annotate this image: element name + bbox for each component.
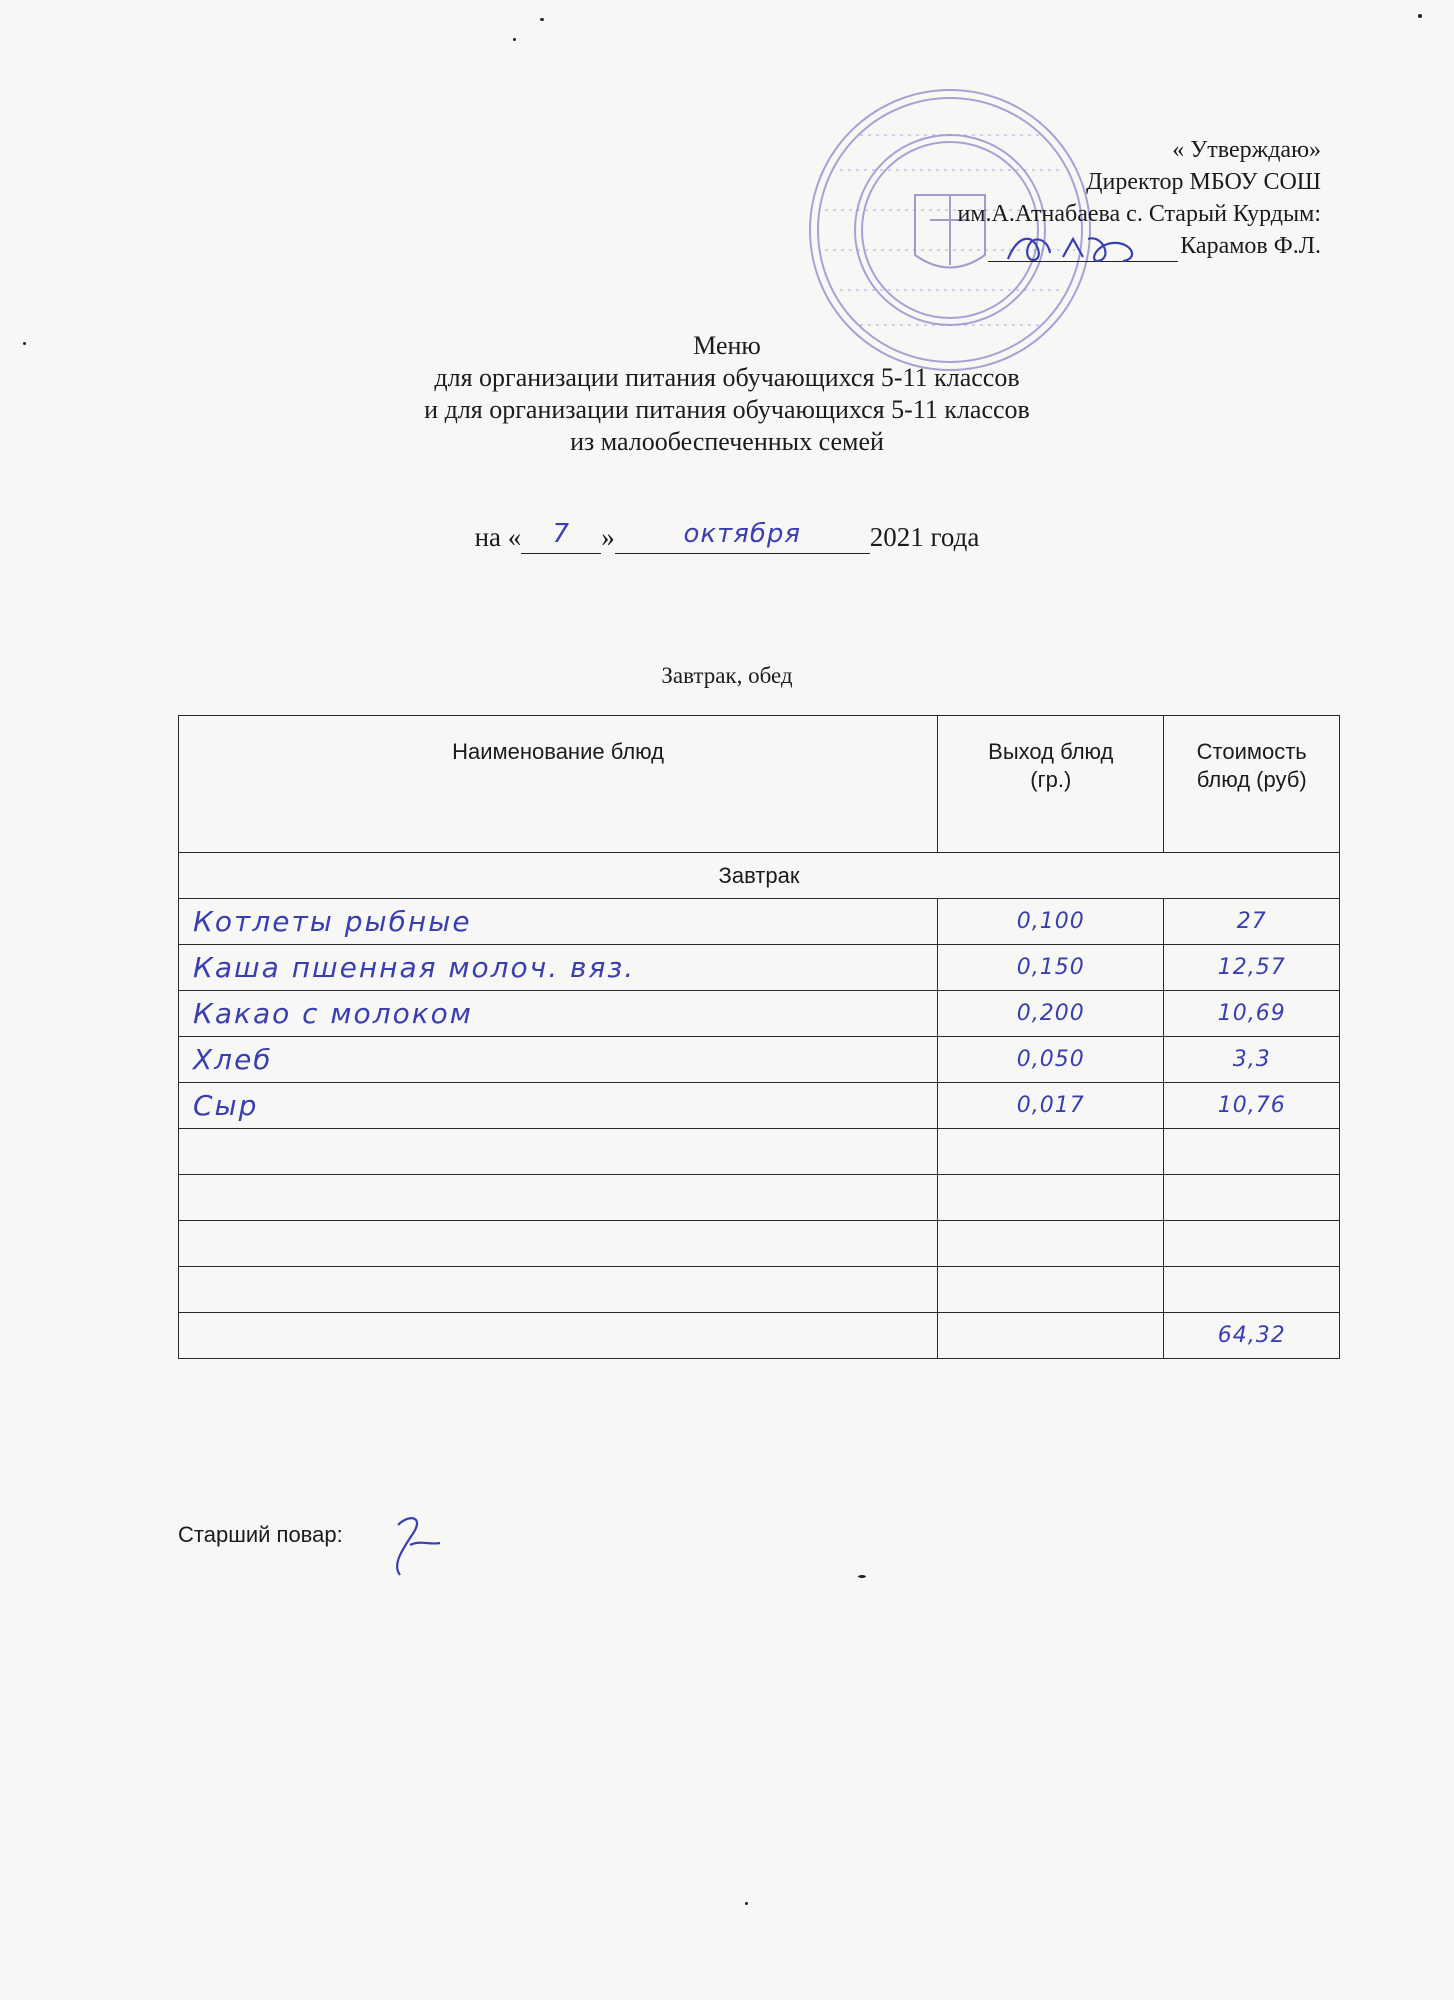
dish-output: 0,050 xyxy=(938,1037,1164,1083)
title-menu: Меню xyxy=(693,331,761,360)
document-title xyxy=(0,330,1454,458)
dish-cost xyxy=(1164,1267,1340,1313)
table-subheader-row xyxy=(179,853,1340,899)
dish-output xyxy=(938,1175,1164,1221)
header-output xyxy=(938,716,1164,853)
table-row xyxy=(179,1037,1340,1083)
scan-speck xyxy=(540,18,544,21)
dish-name: Какао с молоком xyxy=(179,991,938,1037)
scan-speck xyxy=(745,1902,748,1905)
title-line-3: и для организации питания обучающихся 5-11 классов xyxy=(424,395,1030,424)
date-middle: » xyxy=(601,522,615,552)
dish-output xyxy=(938,1221,1164,1267)
header-dish-name: Наименование блюд xyxy=(179,716,938,853)
cook-signature xyxy=(380,1505,450,1585)
table-row xyxy=(179,1083,1340,1129)
subheader-breakfast: Завтрак xyxy=(179,853,1340,899)
approval-school: им.А.Атнабаева с. Старый Курдым: xyxy=(957,201,1321,227)
approval-signature-line xyxy=(958,230,1322,262)
dish-name: Каша пшенная молоч. вяз. xyxy=(179,945,938,991)
menu-table xyxy=(178,715,1340,1359)
table-row xyxy=(179,899,1340,945)
scan-speck xyxy=(513,38,516,41)
scan-speck xyxy=(858,1575,866,1578)
dish-name xyxy=(179,1267,938,1313)
dish-cost: 27 xyxy=(1164,899,1340,945)
total-empty-1 xyxy=(179,1313,938,1359)
director-signature-blank xyxy=(988,237,1178,262)
table-total-row xyxy=(179,1313,1340,1359)
table-row xyxy=(179,1221,1340,1267)
date-month: октября xyxy=(683,519,802,549)
dish-output: 0,017 xyxy=(938,1083,1164,1129)
scan-speck xyxy=(23,342,26,345)
table-row xyxy=(179,1129,1340,1175)
director-signature xyxy=(988,229,1168,269)
scan-speck xyxy=(1418,14,1422,18)
date-month-blank xyxy=(615,519,870,554)
director-name: Карамов Ф.Л. xyxy=(1180,233,1321,259)
dish-cost: 12,57 xyxy=(1164,945,1340,991)
approval-position: Директор МБОУ СОШ xyxy=(1086,169,1321,195)
table-row xyxy=(179,1267,1340,1313)
dish-cost xyxy=(1164,1175,1340,1221)
date-prefix: на « xyxy=(474,522,522,552)
dish-cost xyxy=(1164,1221,1340,1267)
title-line-4: из малообеспеченных семей xyxy=(570,427,884,456)
date-suffix: 2021 года xyxy=(869,522,980,552)
dish-output: 0,100 xyxy=(938,899,1164,945)
dish-name xyxy=(179,1175,938,1221)
title-line-2: для организации питания обучающихся 5-11 классов xyxy=(434,363,1020,392)
dish-cost: 3,3 xyxy=(1164,1037,1340,1083)
total-cost: 64,32 xyxy=(1164,1313,1340,1359)
dish-name: Котлеты рыбные xyxy=(179,899,938,945)
dish-output: 0,150 xyxy=(938,945,1164,991)
table-header-row xyxy=(179,716,1340,853)
dish-cost xyxy=(1164,1129,1340,1175)
dish-cost: 10,76 xyxy=(1164,1083,1340,1129)
dish-name: Сыр xyxy=(179,1083,938,1129)
dish-output xyxy=(938,1129,1164,1175)
dish-name xyxy=(179,1221,938,1267)
table-row xyxy=(179,945,1340,991)
header-cost-text: Стоимость блюд (руб) xyxy=(1196,739,1307,792)
menu-date xyxy=(0,520,1454,554)
header-cost xyxy=(1164,716,1340,853)
date-day: 7 xyxy=(552,519,571,549)
dish-output xyxy=(938,1267,1164,1313)
dish-output: 0,200 xyxy=(938,991,1164,1037)
table-row xyxy=(179,991,1340,1037)
section-title: Завтрак, обед xyxy=(661,663,793,688)
dish-name xyxy=(179,1129,938,1175)
table-row xyxy=(179,1175,1340,1221)
date-day-blank xyxy=(521,519,601,554)
total-empty-2 xyxy=(938,1313,1164,1359)
header-output-text: Выход блюд (гр.) xyxy=(988,739,1114,792)
dish-cost: 10,69 xyxy=(1164,991,1340,1037)
approval-block xyxy=(958,134,1322,262)
cook-label: Старший повар: xyxy=(178,1522,343,1547)
approval-heading: « Утверждаю» xyxy=(1172,137,1321,163)
dish-name: Хлеб xyxy=(179,1037,938,1083)
